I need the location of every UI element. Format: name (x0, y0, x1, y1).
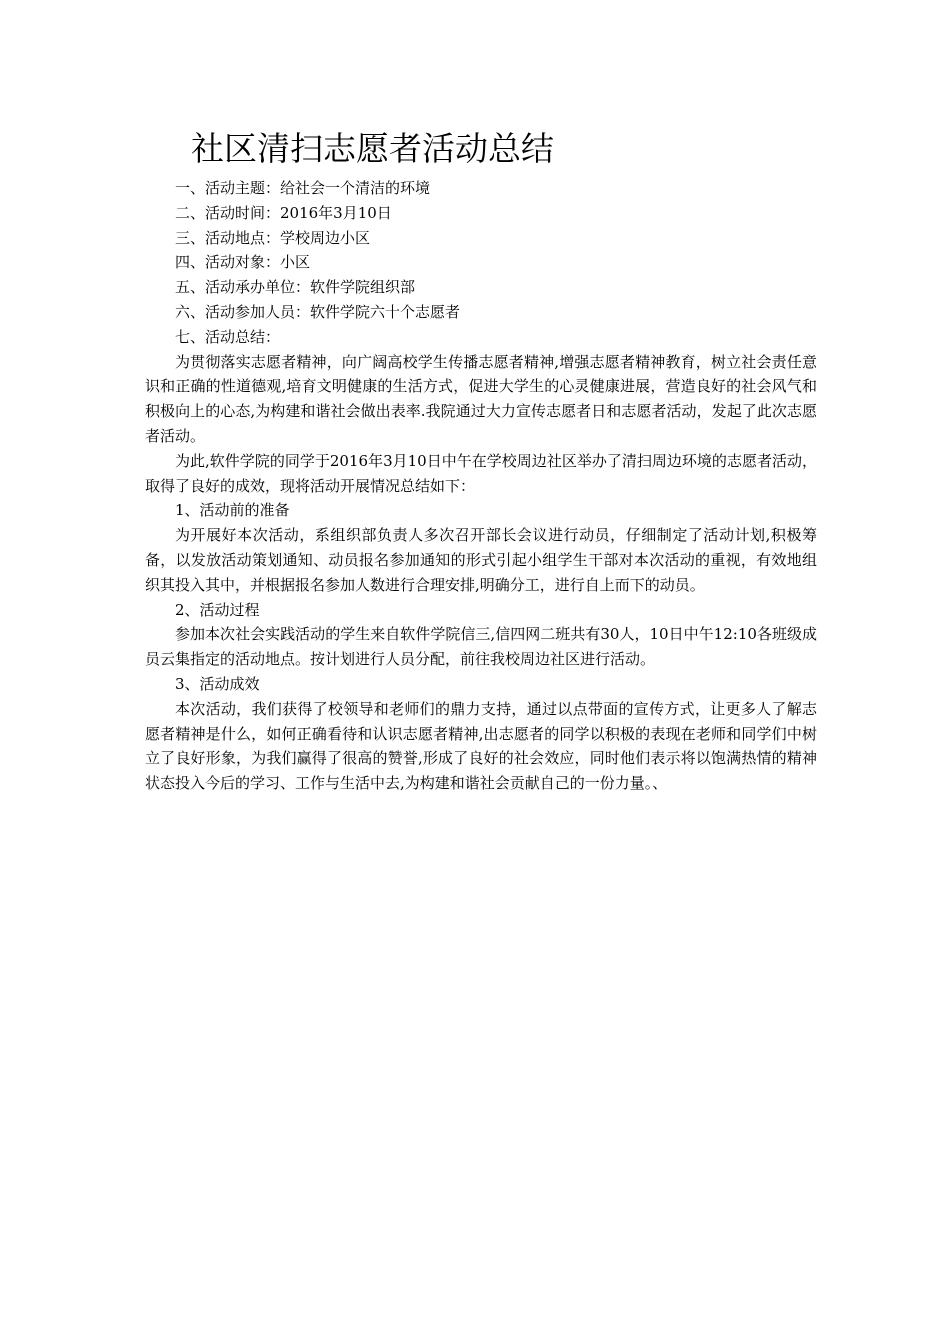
section-3-heading: 3、活动成效 (175, 674, 260, 693)
info-item-target: 四、活动对象：小区 (175, 253, 311, 272)
info-item-theme: 一、活动主题：给社会一个清洁的环境 (175, 179, 431, 197)
section-2-heading: 2、活动过程 (175, 600, 260, 619)
info-item-location: 三、活动地点：学校周边小区 (175, 228, 371, 247)
intro-paragraph-1: 为贯彻落实志愿者精神，向广阔高校学生传播志愿者精神,增强志愿者精神教育，树立社会责任意识和正确的性道德观,培育文明健康的生活方式，促进大学生的心灵健康进展，营造良好的社会风气和积极向上的心态,为构建和谐社会做出表率.我院通过大力宣传志愿者日和志愿者活动，发起了此次志愿者活动。 (145, 352, 817, 445)
intro-paragraph-2: 为此,软件学院的同学于2016年3月10日中午在学校周边社区举办了清扫周边环境的志愿者活动，取得了良好的成效，现将活动开展情况总结如下： (145, 451, 817, 495)
section-1-heading: 1、活动前的准备 (175, 501, 290, 520)
info-item-participants: 六、活动参加人员：软件学院六十个志愿者 (175, 302, 461, 321)
info-item-organizer: 五、活动承办单位：软件学院组织部 (175, 278, 416, 297)
section-3-body: 本次活动，我们获得了校领导和老师们的鼎力支持，通过以点带面的宣传方式，让更多人了解志愿者精神是什么，如何正确看待和认识志愿者精神,出志愿者的同学以积极的表现在老师和同学们中树立了良好形象，为我们赢得了很高的赞誉,形成了良好的社会效应，同时他们表示将以饱满热情的精神状态投入今后的学习、工作与生活中去,为构建和谐社会贡献自己的一份力量。、 (145, 699, 817, 793)
section-1-body: 为开展好本次活动，系组织部负责人多次召开部长会议进行动员，仔细制定了活动计划,积极筹备，以发放活动策划通知、动员报名参加通知的形式引起小组学生干部对本次活动的重视，有效地组织其投入其中，并根据报名参加人数进行合理安排,明确分工，进行自上而下的动员。 (145, 526, 817, 594)
info-item-summary-heading: 七、活动总结： (175, 327, 281, 346)
document-title: 社区清扫志愿者活动总结 (191, 129, 554, 168)
info-item-time: 二、活动时间：2016年3月10日 (175, 203, 392, 222)
document-page (145, 122, 817, 796)
section-2-body: 参加本次社会实践活动的学生来自软件学院信三,信四网二班共有30人，10日中午12:10各班级成员云集指定的活动地点。按计划进行人员分配，前往我校周边社区进行活动。 (145, 625, 817, 669)
